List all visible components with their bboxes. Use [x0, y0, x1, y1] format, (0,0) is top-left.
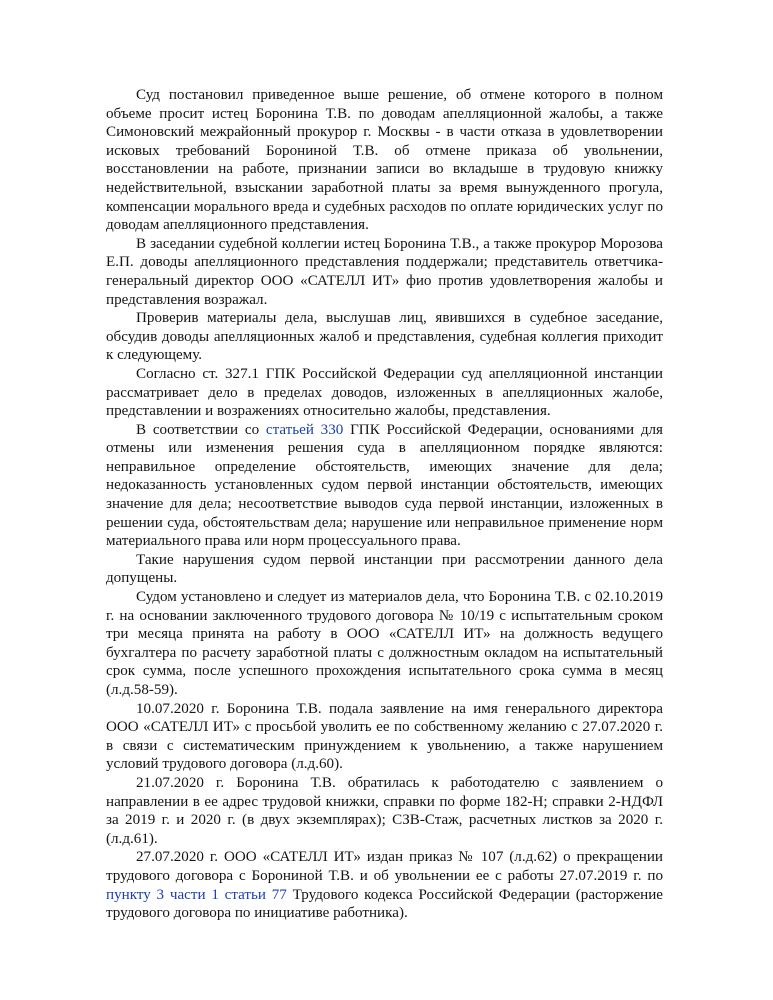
paragraph-text-before-link: В соответствии со — [136, 421, 266, 438]
paragraph-employment-facts: Судом установлено и следует из материалов дела, что Боронина Т.В. с 02.10.2019 г. на основании заключенного трудового договора № 10/19 с испытательным сроком три месяца принята на работу в ООО «САТЕЛЛ ИТ» на должность ведущего бухгалтера по расчету заработной платы с должностным окладом на испытательный срок сумма, после успешного прохождения испытательного срока сумма в месяц (л.д.58-59). — [106, 589, 663, 698]
paragraph-court-session: В заседании судебной коллегии истец Боронина Т.В., а также прокурор Морозова Е.П. доводы апелляционного представления поддержали; представитель ответчика- генеральный директор ООО «САТЕЛЛ ИТ» фио против удовлетворения жалобы и представления возражал. — [106, 235, 663, 308]
paragraph-text-before-link: 27.07.2020 г. ООО «САТЕЛЛ ИТ» издан приказ № 107 (л.д.62) о прекращении трудового договора с Борониной Т.В. и об увольнении ее с работы 27.07.2019 г. по — [106, 849, 663, 884]
paragraph-text-after-link: Трудового кодекса Российской Федерации (расторжение трудового договора по инициативе работника). — [106, 886, 663, 922]
paragraph-resignation-request: 10.07.2020 г. Боронина Т.В. подала заявление на имя генерального директора ООО «САТЕЛЛ ИТ» с просьбой уволить ее по собственному желанию с 27.07.2020 г. в связи с систематическим принуждением к увольнению, а также нарушением условий трудового договора (л.д.60). — [106, 700, 663, 773]
paragraph-violations: Такие нарушения судом первой инстанции при рассмотрении данного дела допущены. — [106, 551, 663, 587]
paragraph-case-review: Проверив материалы дела, выслушав лиц, явившихся в судебное заседание, обсудив доводы апелляционных жалоб и представления, судебная коллегия приходит к следующему. — [106, 310, 663, 364]
link-article-330[interactable]: статьей 330 — [265, 421, 344, 438]
paragraph-dismissal-order — [106, 848, 663, 922]
link-article-77[interactable]: пункту 3 части 1 статьи 77 — [106, 886, 287, 903]
paragraph-article-327: Согласно ст. 327.1 ГПК Российской Федерации суд апелляционной инстанции рассматривает дело в пределах доводов, изложенных в апелляционных жалобе, представлении и возражениях относительно жалобы, представления. — [106, 365, 663, 420]
paragraph-article-330 — [106, 421, 663, 551]
document-body — [106, 86, 663, 923]
paragraph-appeal-decision: Суд постановил приведенное выше решение, об отмене которого в полном объеме просит истец Боронина Т.В. по доводам апелляционной жалобы, а также Симоновский межрайонный прокурор г. Москвы - в части отказа в удовлетворении исковых требований Борониной Т.В. об отмене приказа об увольнении, восстановлении на работе, признании записи во вкладыше в трудовую книжку недействительной, взыскании заработной платы за время вынужденного прогула, компенсации морального вреда и судебных расходов по оплате юридических услуг по доводам апелляционного представления. — [106, 87, 663, 234]
paragraph-documents-request: 21.07.2020 г. Боронина Т.В. обратилась к работодателю с заявлением о направлении в ее адрес трудовой книжки, справки по форме 182-Н; справки 2-НДФЛ за 2019 г. и 2020 г. (в двух экземплярах); СЗВ-Стаж, расчетных листков за 2020 г. (л.д.61). — [106, 774, 663, 847]
paragraph-text-after-link: ГПК Российской Федерации, основаниями для отмены или изменения решения суда в апелляционном порядке являются: неправильное определение обстоятельств, имеющих значение для дела; недоказанность установленных судом первой инстанции обстоятельств, имеющих значение для дела; несоответствие выводов суда первой инстанции, изложенных в решении суда, обстоятельствам дела; нарушение или неправильное применение норм материального права или норм процессуального права. — [106, 421, 663, 550]
